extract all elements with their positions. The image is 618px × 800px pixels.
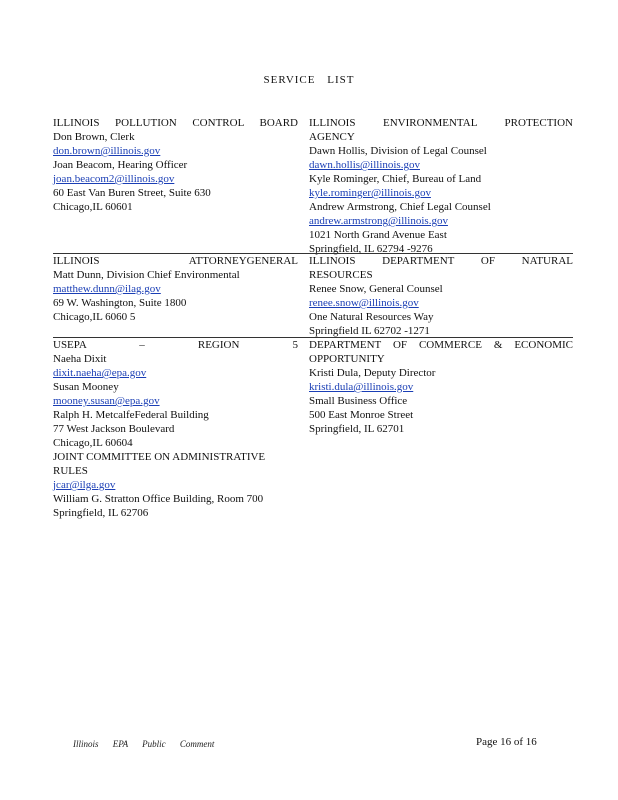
right-column: [309, 338, 573, 436]
email-link[interactable]: don.brown@illinois.gov: [53, 145, 161, 157]
contact-line: Chicago,IL 6060 5: [53, 311, 136, 323]
page-number: Page 16 of 16: [476, 736, 537, 748]
contact-line: AGENCY: [309, 131, 355, 143]
contact-line: Joan Beacom, Hearing Officer: [53, 159, 188, 171]
contact-line: 69 W. Washington, Suite 1800: [53, 297, 187, 309]
contact-line: OPPORTUNITY: [309, 353, 385, 365]
email-link[interactable]: dawn.hollis@illinois.gov: [309, 159, 420, 171]
contact-line: Kristi Dula, Deputy Director: [309, 367, 436, 379]
email-link[interactable]: matthew.dunn@ilag.gov: [53, 283, 161, 295]
contact-line: JOINT COMMITTEE ON ADMINISTRATIVE: [53, 451, 266, 463]
contact-line: 1021 North Grand Avenue East: [309, 229, 447, 241]
email-link[interactable]: joan.beacom2@illinois.gov: [53, 173, 175, 185]
contact-line: Springfield, IL 62794 -9276: [309, 243, 433, 255]
organization-heading: DEPARTMENT OF COMMERCE & ECONOMIC: [309, 339, 573, 351]
right-column: [309, 116, 573, 256]
organization-heading: USEPA – REGION 5: [53, 339, 298, 351]
email-link[interactable]: andrew.armstrong@illinois.gov: [309, 215, 448, 227]
contact-line: Chicago,IL 60601: [53, 201, 133, 213]
contact-line: William G. Stratton Office Building, Room 700: [53, 493, 264, 505]
email-link[interactable]: renee.snow@illinois.gov: [309, 297, 419, 309]
email-link[interactable]: jcar@ilga.gov: [53, 479, 116, 491]
contact-line: Springfield, IL 62706: [53, 507, 149, 519]
contact-line: RESOURCES: [309, 269, 373, 281]
contact-line: 77 West Jackson Boulevard: [53, 423, 175, 435]
contact-line: 500 East Monroe Street: [309, 409, 414, 421]
organization-heading: ILLINOIS POLLUTION CONTROL BOARD: [53, 117, 298, 129]
right-column: [309, 254, 573, 338]
contact-line: Dawn Hollis, Division of Legal Counsel: [309, 145, 487, 157]
contact-line: Don Brown, Clerk: [53, 131, 135, 143]
email-link[interactable]: dixit.naeha@epa.gov: [53, 367, 147, 379]
left-column: [53, 254, 298, 324]
contact-line: Chicago,IL 60604: [53, 437, 133, 449]
email-link[interactable]: kristi.dula@illinois.gov: [309, 381, 414, 393]
contact-line: Springfield IL 62702 -1271: [309, 325, 430, 337]
contact-line: Susan Mooney: [53, 381, 119, 393]
footer-document-title: Illinois EPA Public Comment: [73, 739, 215, 749]
contact-line: Ralph H. MetcalfeFederal Building: [53, 409, 209, 421]
contact-line: Naeha Dixit: [53, 353, 107, 365]
left-column: [53, 338, 298, 520]
contact-line: Andrew Armstrong, Chief Legal Counsel: [309, 201, 491, 213]
organization-heading: ILLINOIS ATTORNEYGENERAL: [53, 255, 298, 267]
contact-line: Small Business Office: [309, 395, 408, 407]
contact-line: Matt Dunn, Division Chief Environmental: [53, 269, 240, 281]
email-link[interactable]: kyle.rominger@illinois.gov: [309, 187, 431, 199]
contact-line: Kyle Rominger, Chief, Bureau of Land: [309, 173, 482, 185]
page-title: SERVICE LIST: [263, 74, 355, 86]
contact-line: 60 East Van Buren Street, Suite 630: [53, 187, 211, 199]
contact-line: One Natural Resources Way: [309, 311, 434, 323]
contact-line: Springfield, IL 62701: [309, 423, 405, 435]
email-link[interactable]: mooney.susan@epa.gov: [53, 395, 160, 407]
left-column: [53, 116, 298, 214]
contact-line: Renee Snow, General Counsel: [309, 283, 443, 295]
organization-heading: ILLINOIS DEPARTMENT OF NATURAL: [309, 255, 573, 267]
contact-line: RULES: [53, 465, 88, 477]
organization-heading: ILLINOIS ENVIRONMENTAL PROTECTION: [309, 117, 573, 129]
